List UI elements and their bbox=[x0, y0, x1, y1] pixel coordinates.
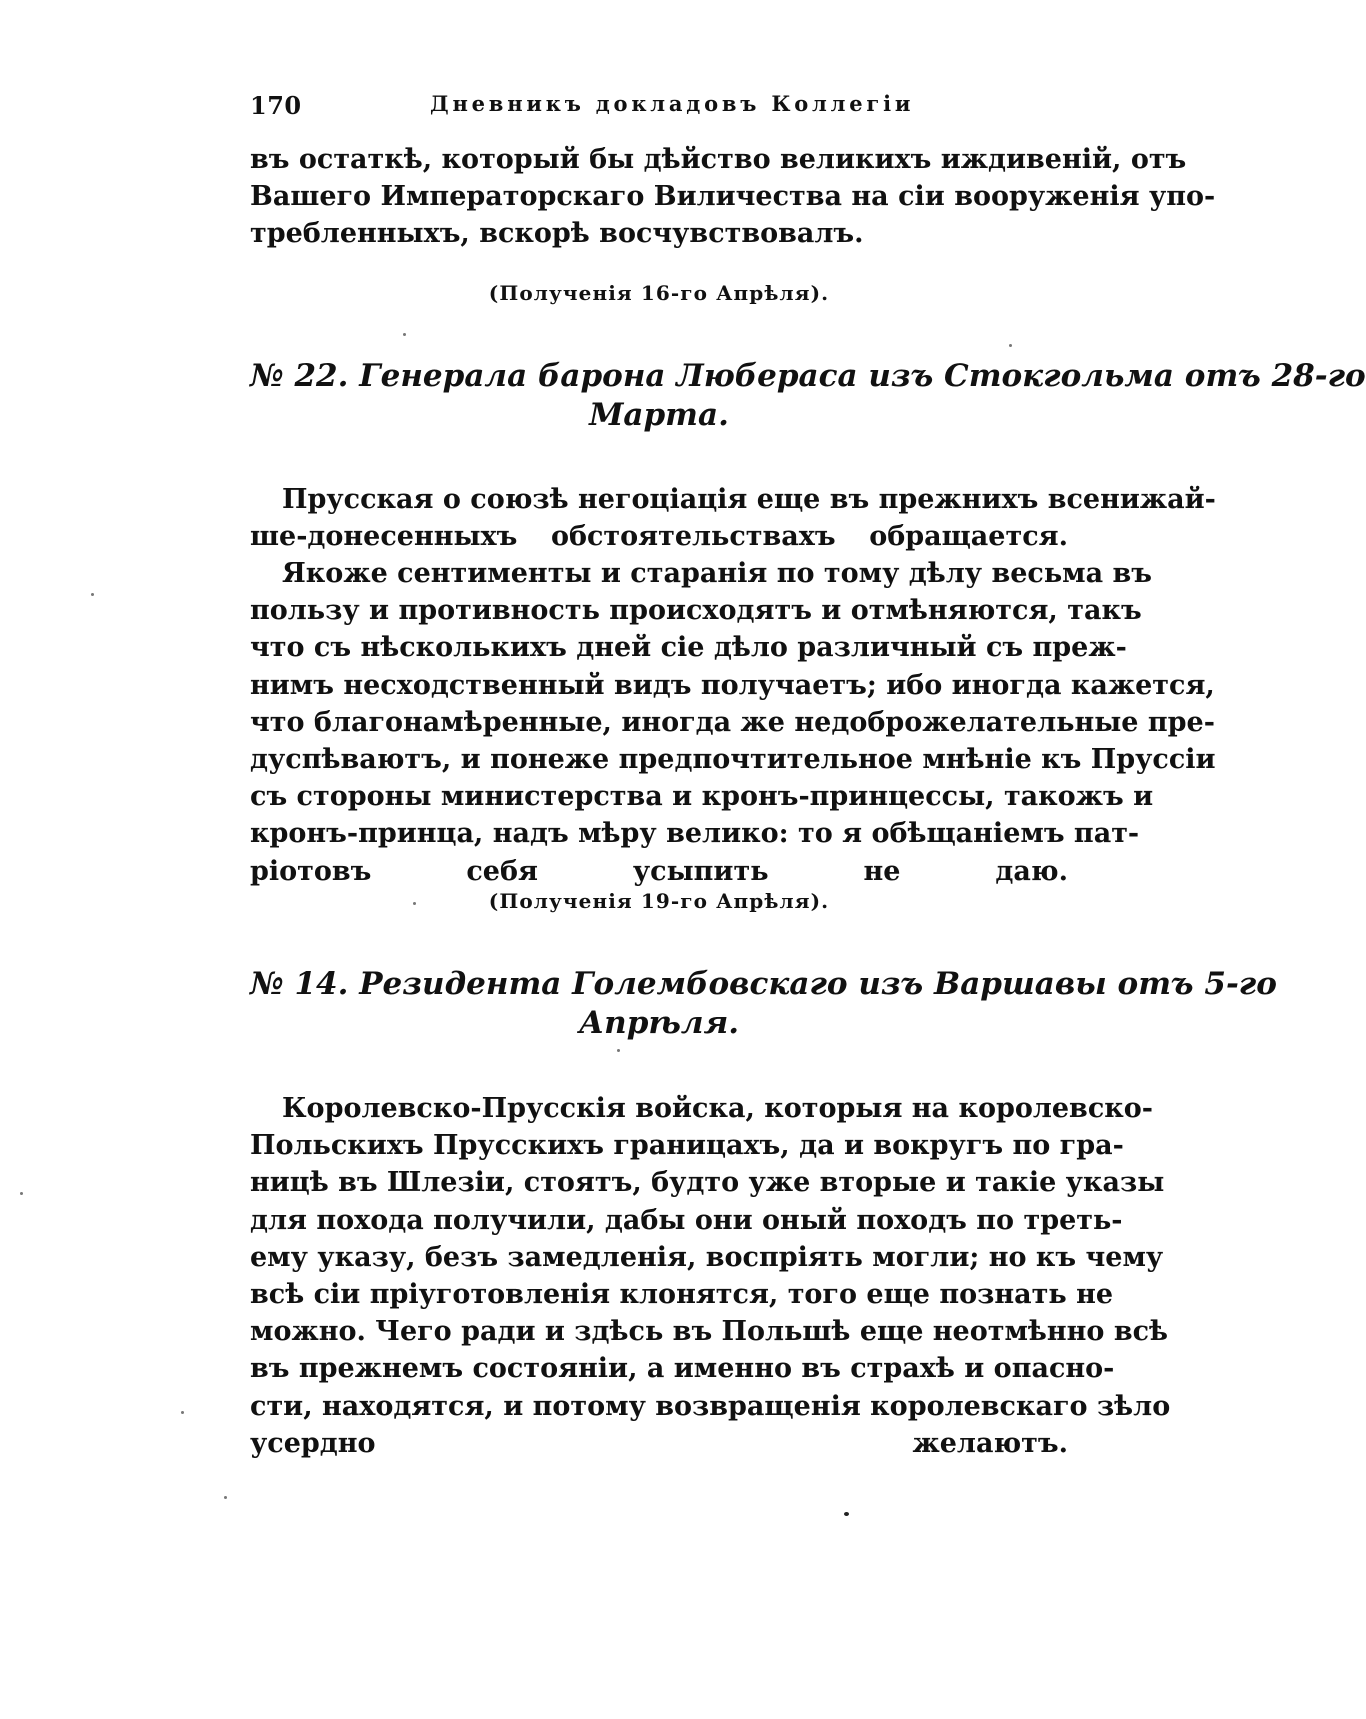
dispatch-heading-line: Марта. bbox=[589, 397, 729, 433]
dispatch-paragraph bbox=[250, 555, 1216, 890]
text-line: ше-донесенныхъ обстоятельствахъ обращается. bbox=[250, 521, 1068, 553]
text-line: дуспѣваютъ, и понеже предпочтительное мнѣніе къ Пруссіи bbox=[250, 744, 1216, 776]
dispatch-heading-line: № 14. Резидента Голембовскаго изъ Варшавы отъ 5-го bbox=[250, 966, 1277, 1002]
scan-speck bbox=[617, 1049, 620, 1052]
text-line: Якоже сентименты и старанія по тому дѣлу весьма въ bbox=[282, 558, 1152, 589]
scan-speck bbox=[413, 902, 416, 905]
text-line: нимъ несходственный видъ получаетъ; ибо иногда кажется, bbox=[250, 669, 1215, 701]
receipt-date: (Полученія 19-го Апрѣля). bbox=[488, 889, 830, 913]
scan-speck bbox=[1009, 344, 1012, 347]
dispatch-paragraph bbox=[250, 481, 1216, 555]
text-line: ему указу, безъ замедленія, воспріять могли; но къ чему bbox=[250, 1241, 1164, 1273]
scan-speck bbox=[403, 333, 406, 336]
text-line: можно. Чего ради и здѣсь въ Польшѣ еще неотмѣнно всѣ bbox=[250, 1316, 1169, 1348]
running-header bbox=[250, 91, 915, 131]
text-line: что съ нѣсколькихъ дней сіе дѣло различный съ преж- bbox=[250, 632, 1127, 664]
scan-speck bbox=[20, 1192, 23, 1195]
dispatch-heading-line: № 22. Генерала барона Любераса изъ Стокгольма отъ 28-го bbox=[250, 358, 1366, 394]
text-line: Польскихъ Прусскихъ границахъ, да и вокругъ по гра- bbox=[250, 1130, 1124, 1162]
text-line: кронъ-принца, надъ мѣру велико: то я обѣщаніемъ пат- bbox=[250, 818, 1140, 850]
scan-speck bbox=[181, 1411, 184, 1414]
running-title: Дневникъ докладовъ Коллегіи bbox=[430, 91, 915, 116]
dispatch-heading bbox=[250, 965, 1277, 1043]
receipt-date: (Полученія 16-го Апрѣля). bbox=[488, 281, 830, 305]
text-line: сти, находятся, и потому возвращенія королевскаго зѣло bbox=[250, 1390, 1171, 1422]
text-line: требленныхъ, вскорѣ восчувствовалъ. bbox=[250, 218, 864, 250]
text-line: для похода получили, дабы они оный походъ по треть- bbox=[250, 1204, 1123, 1236]
text-line: пользу и противность происходятъ и отмѣняются, такъ bbox=[250, 595, 1142, 627]
scan-speck bbox=[91, 593, 94, 596]
text-line: что благонамѣренные, иногда же недоброжелательные пре- bbox=[250, 706, 1215, 738]
scan-speck bbox=[224, 1496, 227, 1499]
dispatch-heading-line: Апрѣля. bbox=[578, 1005, 740, 1041]
text-line: ницѣ въ Шлезіи, стоятъ, будто уже вторые и такіе указы bbox=[250, 1167, 1165, 1199]
text-line: въ остаткѣ, который бы дѣйство великихъ иждивеній, отъ bbox=[250, 144, 1187, 175]
text-line: Вашего Императорскаго Виличества на сіи вооруженія упо- bbox=[250, 181, 1216, 213]
opening-paragraph bbox=[250, 141, 1216, 253]
page-number: 170 bbox=[250, 91, 302, 120]
scan-speck bbox=[844, 1512, 849, 1516]
dispatch-heading bbox=[250, 357, 1366, 435]
dispatch-paragraph bbox=[250, 1090, 1171, 1462]
text-line: всѣ сіи пріуготовленія клонятся, того еще познать не bbox=[250, 1279, 1114, 1311]
text-line: Королевско-Прусскія войска, которыя на королевско- bbox=[282, 1093, 1153, 1124]
text-line: въ прежнемъ состояніи, а именно въ страхѣ и опасно- bbox=[250, 1353, 1115, 1385]
text-line: ріотовъ себя усыпить не даю. bbox=[250, 855, 1068, 887]
text-line: Прусская о союзѣ негоціація еще въ прежнихъ всенижай- bbox=[282, 484, 1216, 515]
text-line: съ стороны министерства и кронъ-принцессы, такожъ и bbox=[250, 781, 1154, 813]
text-line: усердно желаютъ. bbox=[250, 1427, 1068, 1459]
